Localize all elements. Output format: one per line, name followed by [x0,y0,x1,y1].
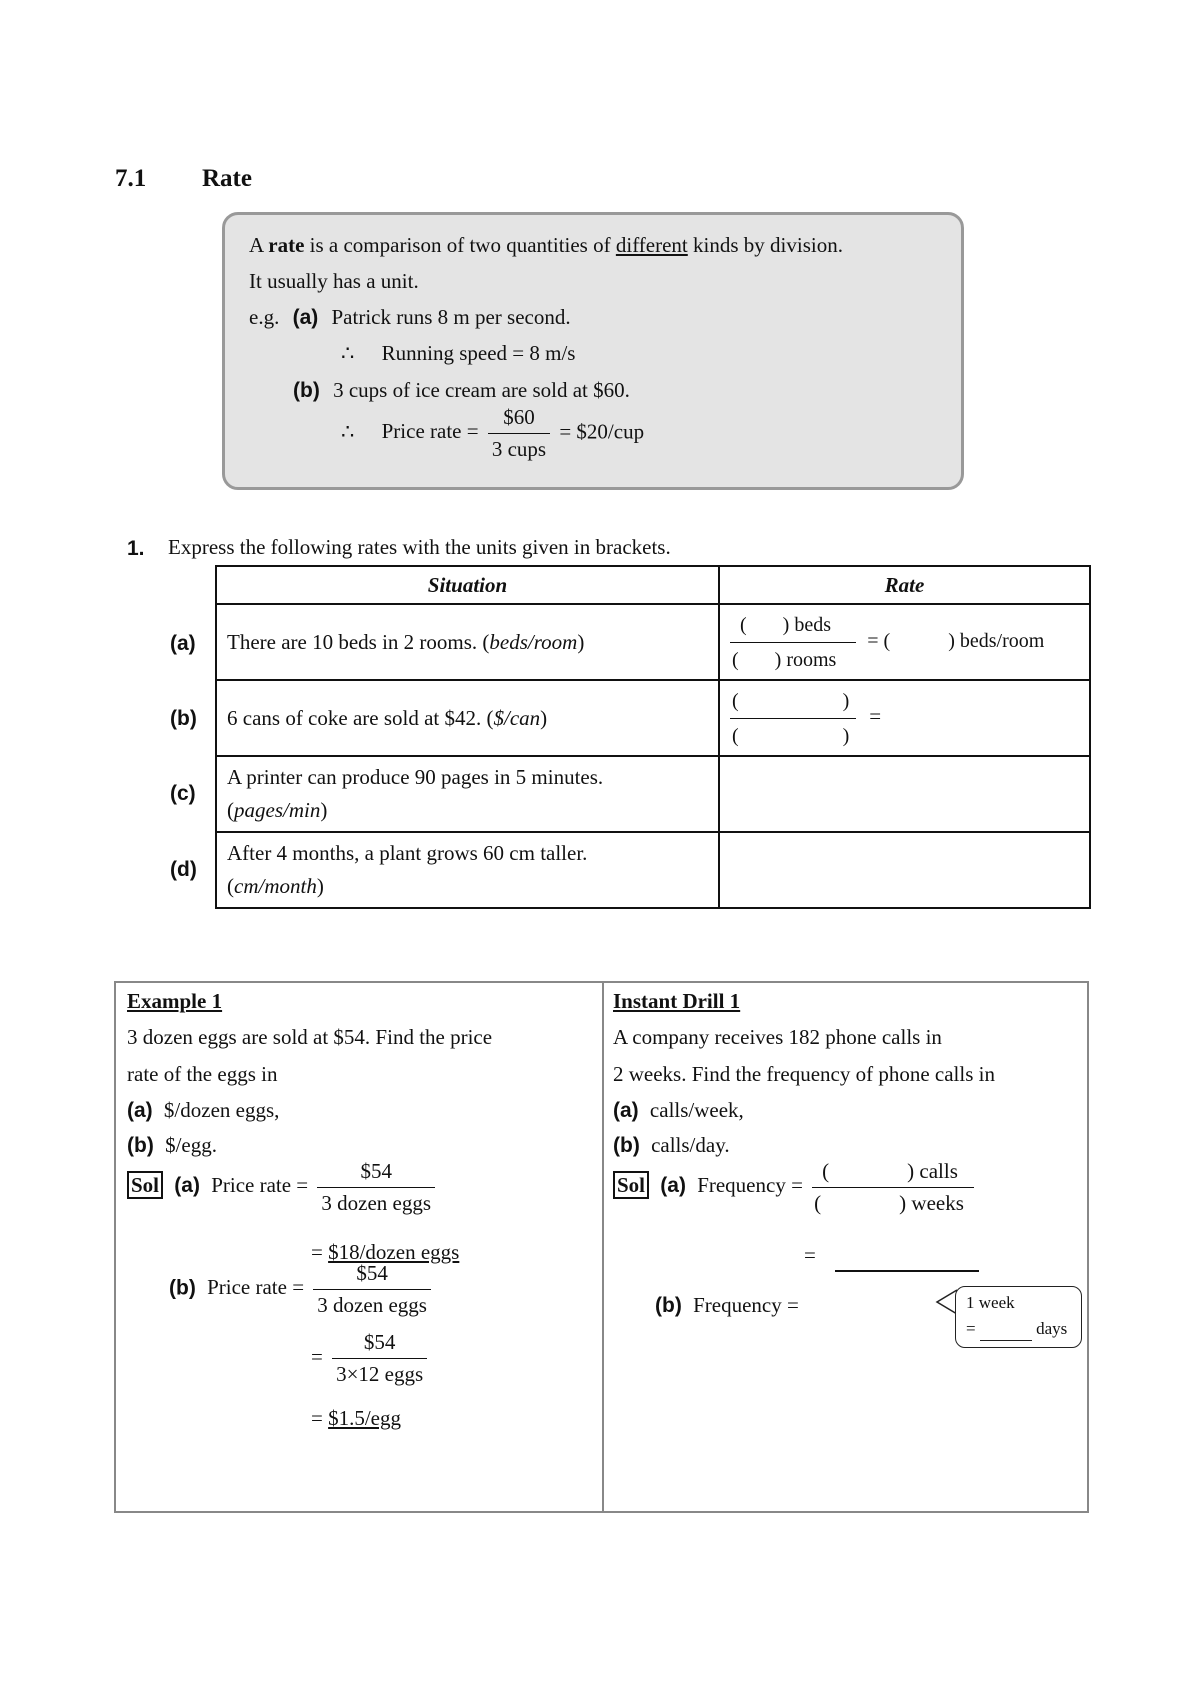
table-row [216,680,1090,756]
rate-cell[interactable] [719,756,1090,832]
situation-cell: After 4 months, a plant grows 60 cm taller. (cm/month) [216,832,719,908]
days-blank[interactable] [980,1320,1032,1341]
situation-cell: There are 10 beds in 2 rooms. (beds/room) [216,604,719,680]
term-different: different [615,233,688,257]
example-part-a: (a) $/dozen eggs, [127,1098,280,1122]
price-rate-fraction: $\frac{\$60}{\text{3 cups}}$ [488,405,550,462]
example-solution-a: Sol (a) Price rate = $\frac{\$54}{\text{3 dozen eggs}}$ [127,1159,435,1216]
bubble-days-line: = days [966,1319,1067,1341]
answer-blank[interactable] [835,1245,979,1272]
row-c-label: (c) [170,782,196,805]
definition-box [222,212,964,490]
table-row [216,604,1090,680]
rate-b-fraction: $\frac{( )}{( )}$ [730,687,856,750]
example-b-line: (b) 3 cups of ice cream are sold at $60. [293,378,630,402]
row-b-label: (b) [170,707,197,730]
example-b-result: ∴ Price rate = $\frac{\$60}{\text{3 cups}}$ = $20/cup [341,405,645,461]
rate-a-fraction: $\frac{\text{( ) beds}}{\text{( ) rooms}}$ [730,611,856,674]
sol-label: Sol [613,1171,649,1199]
question-number: 1. [127,537,145,560]
drill-part-b: (b) calls/day. [613,1133,730,1157]
example-part-b: (b) $/egg. [127,1133,217,1157]
header-situation: Situation [216,566,719,604]
example-solution-b: (b) Price rate = $\frac{\$54}{\text{3 dozen eggs}}$ [169,1261,431,1318]
example-b-label: (b) [293,379,320,402]
drill-title: Instant Drill 1 [613,989,741,1013]
table-row [216,756,1090,832]
row-d-label: (d) [170,858,197,881]
question-prompt: Express the following rates with the units given in brackets. [168,535,671,559]
example-a-line: e.g. (a) Patrick runs 8 m per second. [249,305,571,329]
example-result-b: = $1.5/egg [311,1406,401,1430]
hint-bubble: 1 week = days [955,1286,1082,1348]
example-drill-panel [114,981,1089,1513]
term-rate: rate [268,233,305,257]
situation-cell: A printer can produce 90 pages in 5 minutes. (pages/min) [216,756,719,832]
example-title: Example 1 [127,989,223,1013]
sol-b-fraction: $\frac{\$54}{\text{3 dozen eggs}}$ [313,1261,431,1318]
drill-line-2: 2 weeks. Find the frequency of phone calls in [613,1062,995,1086]
drill-solution-a: Sol (a) Frequency = $\frac{\text{( ) calls}}{\text{( ) weeks}}$ [613,1159,974,1216]
therefore-symbol: ∴ [341,341,355,365]
table-row [216,832,1090,908]
definition-line-1: A rate is a comparison of two quantities of different kinds by division. [249,233,843,257]
situation-cell: 6 cans of coke are sold at $42. ($/can) [216,680,719,756]
section-title: Rate [202,165,252,192]
table-header-row [216,566,1090,604]
example-a-result: ∴ Running speed = 8 m/s [341,341,576,365]
example-line-2: rate of the eggs in [127,1062,278,1086]
example-line-1: 3 dozen eggs are sold at $54. Find the price [127,1025,493,1049]
example-a-label: (a) [292,306,319,329]
sol-a-fraction: $\frac{\$54}{\text{3 dozen eggs}}$ [317,1159,435,1216]
panel-divider [602,983,604,1511]
rate-cell[interactable]: $\frac{( )}{( )}$ = [719,680,1090,756]
drill-result-a: = [804,1243,979,1272]
rate-cell[interactable]: $\frac{\text{( ) beds}}{\text{( ) rooms}}$ = ( ) beds/room [719,604,1090,680]
drill-line-1: A company receives 182 phone calls in [613,1025,942,1049]
example-solution-b-step: = $\frac{\$54}{\text{3×12 eggs}}$ [311,1330,427,1387]
drill-frequency-fraction[interactable]: $\frac{\text{( ) calls}}{\text{( ) weeks}}$ [812,1159,974,1216]
rates-table [215,565,1091,909]
drill-part-a: (a) calls/week, [613,1098,744,1122]
example-result-a: = $18/dozen eggs [311,1240,460,1264]
therefore-symbol: ∴ [341,419,355,444]
rate-cell[interactable] [719,832,1090,908]
row-a-label: (a) [170,632,196,655]
sol-label: Sol [127,1171,163,1199]
section-number: 7.1 [115,165,147,192]
header-rate: Rate [719,566,1090,604]
definition-line-2: It usually has a unit. [249,269,419,293]
sol-b-fraction-2: $\frac{\$54}{\text{3×12 eggs}}$ [332,1330,427,1387]
drill-solution-b: (b) Frequency = [655,1293,799,1317]
